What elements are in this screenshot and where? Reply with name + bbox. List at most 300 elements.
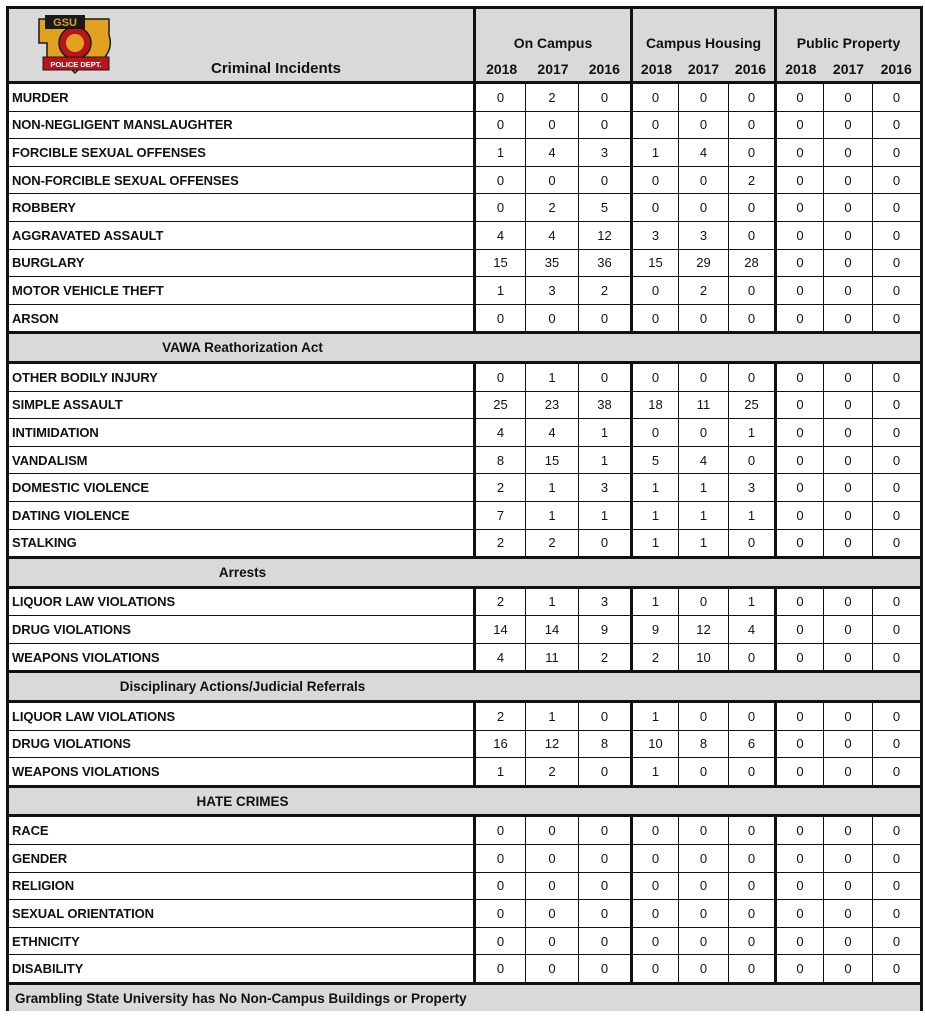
value-cell: 0 xyxy=(824,758,873,787)
value-cell: 0 xyxy=(526,166,579,194)
value-cell: 0 xyxy=(526,304,579,333)
value-cell: 2 xyxy=(475,529,526,558)
section-title: Arrests xyxy=(218,564,267,580)
value-cell: 1 xyxy=(526,501,579,529)
value-cell: 0 xyxy=(873,529,922,558)
row-label: ARSON xyxy=(8,304,475,333)
year-label: 2016 xyxy=(880,61,912,77)
value-cell: 1 xyxy=(679,501,729,529)
value-cell: 0 xyxy=(579,927,632,955)
value-cell: 0 xyxy=(729,643,776,672)
value-cell: 0 xyxy=(873,872,922,900)
value-cell: 0 xyxy=(824,955,873,984)
group-label: Public Property xyxy=(796,35,901,51)
value-cell: 0 xyxy=(824,166,873,194)
value-cell: 4 xyxy=(475,221,526,249)
row-label: WEAPONS VIOLATIONS xyxy=(8,758,475,787)
value-cell: 0 xyxy=(579,758,632,787)
value-cell: 4 xyxy=(475,419,526,447)
logo-text-bottom: POLICE DEPT. xyxy=(50,60,102,69)
value-cell: 0 xyxy=(776,927,824,955)
value-cell: 15 xyxy=(475,249,526,277)
table-row xyxy=(8,166,922,194)
value-cell: 1 xyxy=(729,419,776,447)
value-cell: 1 xyxy=(632,758,679,787)
value-cell: 0 xyxy=(579,816,632,845)
row-label: GENDER xyxy=(8,845,475,873)
value-cell: 0 xyxy=(873,304,922,333)
value-cell: 0 xyxy=(729,111,776,139)
value-cell: 0 xyxy=(729,194,776,222)
value-cell: 2 xyxy=(475,587,526,616)
table-row xyxy=(8,616,922,644)
value-cell: 0 xyxy=(526,872,579,900)
value-cell: 0 xyxy=(873,277,922,305)
row-label: BURGLARY xyxy=(8,249,475,277)
footer-row xyxy=(8,984,922,1012)
crime-stats-document xyxy=(6,6,920,1011)
row-label: SIMPLE ASSAULT xyxy=(8,391,475,419)
value-cell: 0 xyxy=(579,304,632,333)
value-cell: 4 xyxy=(526,221,579,249)
value-cell: 0 xyxy=(824,139,873,167)
value-cell: 0 xyxy=(824,194,873,222)
value-cell: 0 xyxy=(776,501,824,529)
value-cell: 0 xyxy=(632,419,679,447)
section-header-cell xyxy=(8,333,922,363)
value-cell: 0 xyxy=(776,758,824,787)
value-cell: 0 xyxy=(776,529,824,558)
value-cell: 5 xyxy=(632,446,679,474)
value-cell: 0 xyxy=(776,643,824,672)
value-cell: 7 xyxy=(475,501,526,529)
value-cell: 1 xyxy=(729,587,776,616)
group-header-on-campus xyxy=(475,8,632,83)
value-cell: 0 xyxy=(824,446,873,474)
value-cell: 0 xyxy=(729,83,776,112)
value-cell: 0 xyxy=(632,362,679,391)
table-row xyxy=(8,249,922,277)
row-label: MURDER xyxy=(8,83,475,112)
value-cell: 0 xyxy=(632,955,679,984)
value-cell: 0 xyxy=(776,474,824,502)
value-cell: 0 xyxy=(475,83,526,112)
table-row xyxy=(8,221,922,249)
value-cell: 0 xyxy=(776,446,824,474)
crime-statistics-table xyxy=(6,6,923,1011)
value-cell: 0 xyxy=(824,501,873,529)
value-cell: 0 xyxy=(873,166,922,194)
value-cell: 0 xyxy=(776,362,824,391)
section-header-cell xyxy=(8,558,922,588)
value-cell: 8 xyxy=(475,446,526,474)
value-cell: 4 xyxy=(679,446,729,474)
row-label: LIQUOR LAW VIOLATIONS xyxy=(8,702,475,731)
value-cell: 0 xyxy=(679,83,729,112)
value-cell: 0 xyxy=(776,194,824,222)
value-cell: 1 xyxy=(632,702,679,731)
value-cell: 0 xyxy=(632,845,679,873)
value-cell: 0 xyxy=(824,816,873,845)
value-cell: 0 xyxy=(526,816,579,845)
value-cell: 0 xyxy=(873,758,922,787)
value-cell: 2 xyxy=(475,474,526,502)
value-cell: 0 xyxy=(776,304,824,333)
row-label: DRUG VIOLATIONS xyxy=(8,730,475,758)
value-cell: 2 xyxy=(729,166,776,194)
value-cell: 1 xyxy=(632,139,679,167)
value-cell: 14 xyxy=(475,616,526,644)
value-cell: 8 xyxy=(679,730,729,758)
value-cell: 2 xyxy=(526,83,579,112)
value-cell: 0 xyxy=(679,304,729,333)
value-cell: 0 xyxy=(824,900,873,928)
table-row xyxy=(8,643,922,672)
value-cell: 0 xyxy=(729,955,776,984)
value-cell: 0 xyxy=(824,845,873,873)
value-cell: 0 xyxy=(679,872,729,900)
value-cell: 0 xyxy=(776,166,824,194)
row-label: DISABILITY xyxy=(8,955,475,984)
value-cell: 0 xyxy=(873,446,922,474)
table-row xyxy=(8,194,922,222)
table-row xyxy=(8,816,922,845)
section-header-cell xyxy=(8,672,922,702)
table-row xyxy=(8,139,922,167)
value-cell: 14 xyxy=(526,616,579,644)
table-row xyxy=(8,702,922,731)
value-cell: 0 xyxy=(679,362,729,391)
value-cell: 0 xyxy=(475,872,526,900)
value-cell: 0 xyxy=(873,362,922,391)
value-cell: 1 xyxy=(526,474,579,502)
table-row xyxy=(8,758,922,787)
row-label: MOTOR VEHICLE THEFT xyxy=(8,277,475,305)
value-cell: 0 xyxy=(873,702,922,731)
value-cell: 29 xyxy=(679,249,729,277)
value-cell: 3 xyxy=(579,587,632,616)
value-cell: 0 xyxy=(579,955,632,984)
value-cell: 1 xyxy=(526,587,579,616)
value-cell: 38 xyxy=(579,391,632,419)
row-label: DRUG VIOLATIONS xyxy=(8,616,475,644)
value-cell: 0 xyxy=(776,702,824,731)
value-cell: 0 xyxy=(579,83,632,112)
value-cell: 6 xyxy=(729,730,776,758)
value-cell: 4 xyxy=(679,139,729,167)
value-cell: 0 xyxy=(824,83,873,112)
value-cell: 0 xyxy=(526,900,579,928)
value-cell: 0 xyxy=(632,194,679,222)
value-cell: 0 xyxy=(776,730,824,758)
value-cell: 0 xyxy=(873,83,922,112)
value-cell: 0 xyxy=(579,702,632,731)
value-cell: 0 xyxy=(475,304,526,333)
value-cell: 0 xyxy=(729,529,776,558)
value-cell: 0 xyxy=(729,139,776,167)
value-cell: 0 xyxy=(776,955,824,984)
value-cell: 0 xyxy=(679,587,729,616)
value-cell: 2 xyxy=(679,277,729,305)
value-cell: 0 xyxy=(824,529,873,558)
row-label: DOMESTIC VIOLENCE xyxy=(8,474,475,502)
table-row xyxy=(8,474,922,502)
year-label: 2017 xyxy=(832,61,865,77)
value-cell: 0 xyxy=(776,900,824,928)
value-cell: 0 xyxy=(873,845,922,873)
value-cell: 0 xyxy=(632,927,679,955)
value-cell: 0 xyxy=(824,474,873,502)
section-title: HATE CRIMES xyxy=(196,793,289,809)
value-cell: 1 xyxy=(579,501,632,529)
value-cell: 0 xyxy=(475,927,526,955)
value-cell: 0 xyxy=(679,702,729,731)
value-cell: 0 xyxy=(526,927,579,955)
value-cell: 0 xyxy=(873,474,922,502)
value-cell: 0 xyxy=(526,845,579,873)
value-cell: 0 xyxy=(776,816,824,845)
value-cell: 0 xyxy=(579,111,632,139)
group-label: On Campus xyxy=(513,35,593,51)
year-label: 2018 xyxy=(486,61,518,77)
year-label: 2018 xyxy=(785,61,817,77)
row-label: FORCIBLE SEXUAL OFFENSES xyxy=(8,139,475,167)
value-cell: 0 xyxy=(475,816,526,845)
value-cell: 0 xyxy=(776,249,824,277)
section-header-row xyxy=(8,333,922,363)
row-label: OTHER BODILY INJURY xyxy=(8,362,475,391)
value-cell: 0 xyxy=(475,362,526,391)
value-cell: 0 xyxy=(632,900,679,928)
value-cell: 0 xyxy=(632,816,679,845)
value-cell: 0 xyxy=(824,927,873,955)
value-cell: 0 xyxy=(776,391,824,419)
value-cell: 0 xyxy=(824,702,873,731)
value-cell: 0 xyxy=(579,900,632,928)
value-cell: 0 xyxy=(824,587,873,616)
value-cell: 3 xyxy=(679,221,729,249)
value-cell: 0 xyxy=(679,816,729,845)
value-cell: 0 xyxy=(579,529,632,558)
row-label: RELIGION xyxy=(8,872,475,900)
value-cell: 1 xyxy=(475,277,526,305)
value-cell: 0 xyxy=(579,166,632,194)
value-cell: 4 xyxy=(729,616,776,644)
value-cell: 11 xyxy=(679,391,729,419)
value-cell: 23 xyxy=(526,391,579,419)
value-cell: 2 xyxy=(632,643,679,672)
value-cell: 0 xyxy=(824,419,873,447)
table-title: Criminal Incidents xyxy=(210,60,342,77)
row-label: ETHNICITY xyxy=(8,927,475,955)
value-cell: 10 xyxy=(632,730,679,758)
value-cell: 5 xyxy=(579,194,632,222)
value-cell: 9 xyxy=(632,616,679,644)
value-cell: 0 xyxy=(729,362,776,391)
table-row xyxy=(8,955,922,984)
row-label: ROBBERY xyxy=(8,194,475,222)
table-row xyxy=(8,362,922,391)
year-label: 2016 xyxy=(588,61,620,77)
value-cell: 0 xyxy=(824,304,873,333)
value-cell: 0 xyxy=(824,616,873,644)
value-cell: 0 xyxy=(776,83,824,112)
value-cell: 2 xyxy=(475,702,526,731)
table-row xyxy=(8,529,922,558)
value-cell: 0 xyxy=(526,111,579,139)
value-cell: 0 xyxy=(729,872,776,900)
value-cell: 0 xyxy=(679,927,729,955)
value-cell: 15 xyxy=(632,249,679,277)
row-label: AGGRAVATED ASSAULT xyxy=(8,221,475,249)
value-cell: 0 xyxy=(632,166,679,194)
value-cell: 0 xyxy=(729,816,776,845)
value-cell: 0 xyxy=(873,194,922,222)
value-cell: 0 xyxy=(632,277,679,305)
group-label: Campus Housing xyxy=(645,35,762,51)
value-cell: 0 xyxy=(873,587,922,616)
value-cell: 1 xyxy=(632,529,679,558)
section-header-row xyxy=(8,672,922,702)
value-cell: 12 xyxy=(579,221,632,249)
value-cell: 0 xyxy=(632,872,679,900)
value-cell: 15 xyxy=(526,446,579,474)
value-cell: 0 xyxy=(824,362,873,391)
value-cell: 0 xyxy=(729,304,776,333)
table-row xyxy=(8,277,922,305)
value-cell: 1 xyxy=(475,758,526,787)
value-cell: 0 xyxy=(824,249,873,277)
value-cell: 2 xyxy=(526,529,579,558)
value-cell: 25 xyxy=(475,391,526,419)
value-cell: 16 xyxy=(475,730,526,758)
value-cell: 11 xyxy=(526,643,579,672)
row-label: VANDALISM xyxy=(8,446,475,474)
value-cell: 3 xyxy=(729,474,776,502)
value-cell: 0 xyxy=(475,955,526,984)
value-cell: 2 xyxy=(579,277,632,305)
value-cell: 0 xyxy=(824,872,873,900)
value-cell: 0 xyxy=(679,955,729,984)
value-cell: 0 xyxy=(632,304,679,333)
footer-note: Grambling State University has No Non-Campus Buildings or Property xyxy=(8,984,922,1012)
value-cell: 4 xyxy=(526,139,579,167)
value-cell: 2 xyxy=(526,758,579,787)
value-cell: 0 xyxy=(679,845,729,873)
value-cell: 1 xyxy=(632,501,679,529)
value-cell: 0 xyxy=(729,446,776,474)
value-cell: 1 xyxy=(679,474,729,502)
value-cell: 0 xyxy=(776,419,824,447)
value-cell: 0 xyxy=(475,845,526,873)
value-cell: 0 xyxy=(776,845,824,873)
value-cell: 8 xyxy=(579,730,632,758)
table-row xyxy=(8,900,922,928)
value-cell: 0 xyxy=(729,927,776,955)
table-row xyxy=(8,419,922,447)
section-header-cell xyxy=(8,786,922,816)
value-cell: 0 xyxy=(776,587,824,616)
value-cell: 0 xyxy=(579,362,632,391)
table-body xyxy=(8,83,922,984)
row-label: NON-FORCIBLE SEXUAL OFFENSES xyxy=(8,166,475,194)
value-cell: 28 xyxy=(729,249,776,277)
value-cell: 0 xyxy=(475,900,526,928)
row-label: WEAPONS VIOLATIONS xyxy=(8,643,475,672)
value-cell: 0 xyxy=(776,277,824,305)
table-row xyxy=(8,845,922,873)
value-cell: 1 xyxy=(729,501,776,529)
value-cell: 0 xyxy=(729,900,776,928)
section-title: VAWA Reathorization Act xyxy=(162,340,323,356)
value-cell: 0 xyxy=(873,927,922,955)
row-label: LIQUOR LAW VIOLATIONS xyxy=(8,587,475,616)
value-cell: 0 xyxy=(873,249,922,277)
value-cell: 0 xyxy=(679,111,729,139)
value-cell: 0 xyxy=(873,730,922,758)
value-cell: 4 xyxy=(526,419,579,447)
value-cell: 0 xyxy=(475,166,526,194)
value-cell: 2 xyxy=(526,194,579,222)
value-cell: 0 xyxy=(776,872,824,900)
value-cell: 0 xyxy=(873,816,922,845)
table-row xyxy=(8,927,922,955)
value-cell: 0 xyxy=(776,616,824,644)
value-cell: 12 xyxy=(679,616,729,644)
value-cell: 0 xyxy=(873,419,922,447)
value-cell: 0 xyxy=(873,501,922,529)
value-cell: 0 xyxy=(526,955,579,984)
value-cell: 0 xyxy=(679,194,729,222)
value-cell: 0 xyxy=(679,166,729,194)
value-cell: 0 xyxy=(824,277,873,305)
value-cell: 3 xyxy=(526,277,579,305)
row-label: STALKING xyxy=(8,529,475,558)
year-label: 2016 xyxy=(734,61,767,77)
value-cell: 0 xyxy=(776,221,824,249)
value-cell: 0 xyxy=(873,900,922,928)
value-cell: 1 xyxy=(632,587,679,616)
value-cell: 0 xyxy=(729,758,776,787)
row-label: NON-NEGLIGENT MANSLAUGHTER xyxy=(8,111,475,139)
table-row xyxy=(8,391,922,419)
table-row xyxy=(8,111,922,139)
value-cell: 0 xyxy=(729,702,776,731)
group-header-public-property xyxy=(776,8,922,83)
table-header-row xyxy=(8,8,922,83)
value-cell: 0 xyxy=(824,730,873,758)
value-cell: 0 xyxy=(776,139,824,167)
value-cell: 0 xyxy=(824,643,873,672)
section-header-row xyxy=(8,558,922,588)
value-cell: 18 xyxy=(632,391,679,419)
value-cell: 10 xyxy=(679,643,729,672)
value-cell: 0 xyxy=(679,758,729,787)
value-cell: 0 xyxy=(873,221,922,249)
value-cell: 0 xyxy=(873,643,922,672)
logo-text-top: GSU xyxy=(53,17,77,29)
row-label: DATING VIOLENCE xyxy=(8,501,475,529)
value-cell: 3 xyxy=(579,474,632,502)
header-title-cell xyxy=(8,8,475,83)
table-row xyxy=(8,304,922,333)
value-cell: 0 xyxy=(873,391,922,419)
value-cell: 0 xyxy=(475,111,526,139)
value-cell: 0 xyxy=(632,83,679,112)
value-cell: 36 xyxy=(579,249,632,277)
value-cell: 3 xyxy=(579,139,632,167)
year-label: 2018 xyxy=(640,61,673,77)
